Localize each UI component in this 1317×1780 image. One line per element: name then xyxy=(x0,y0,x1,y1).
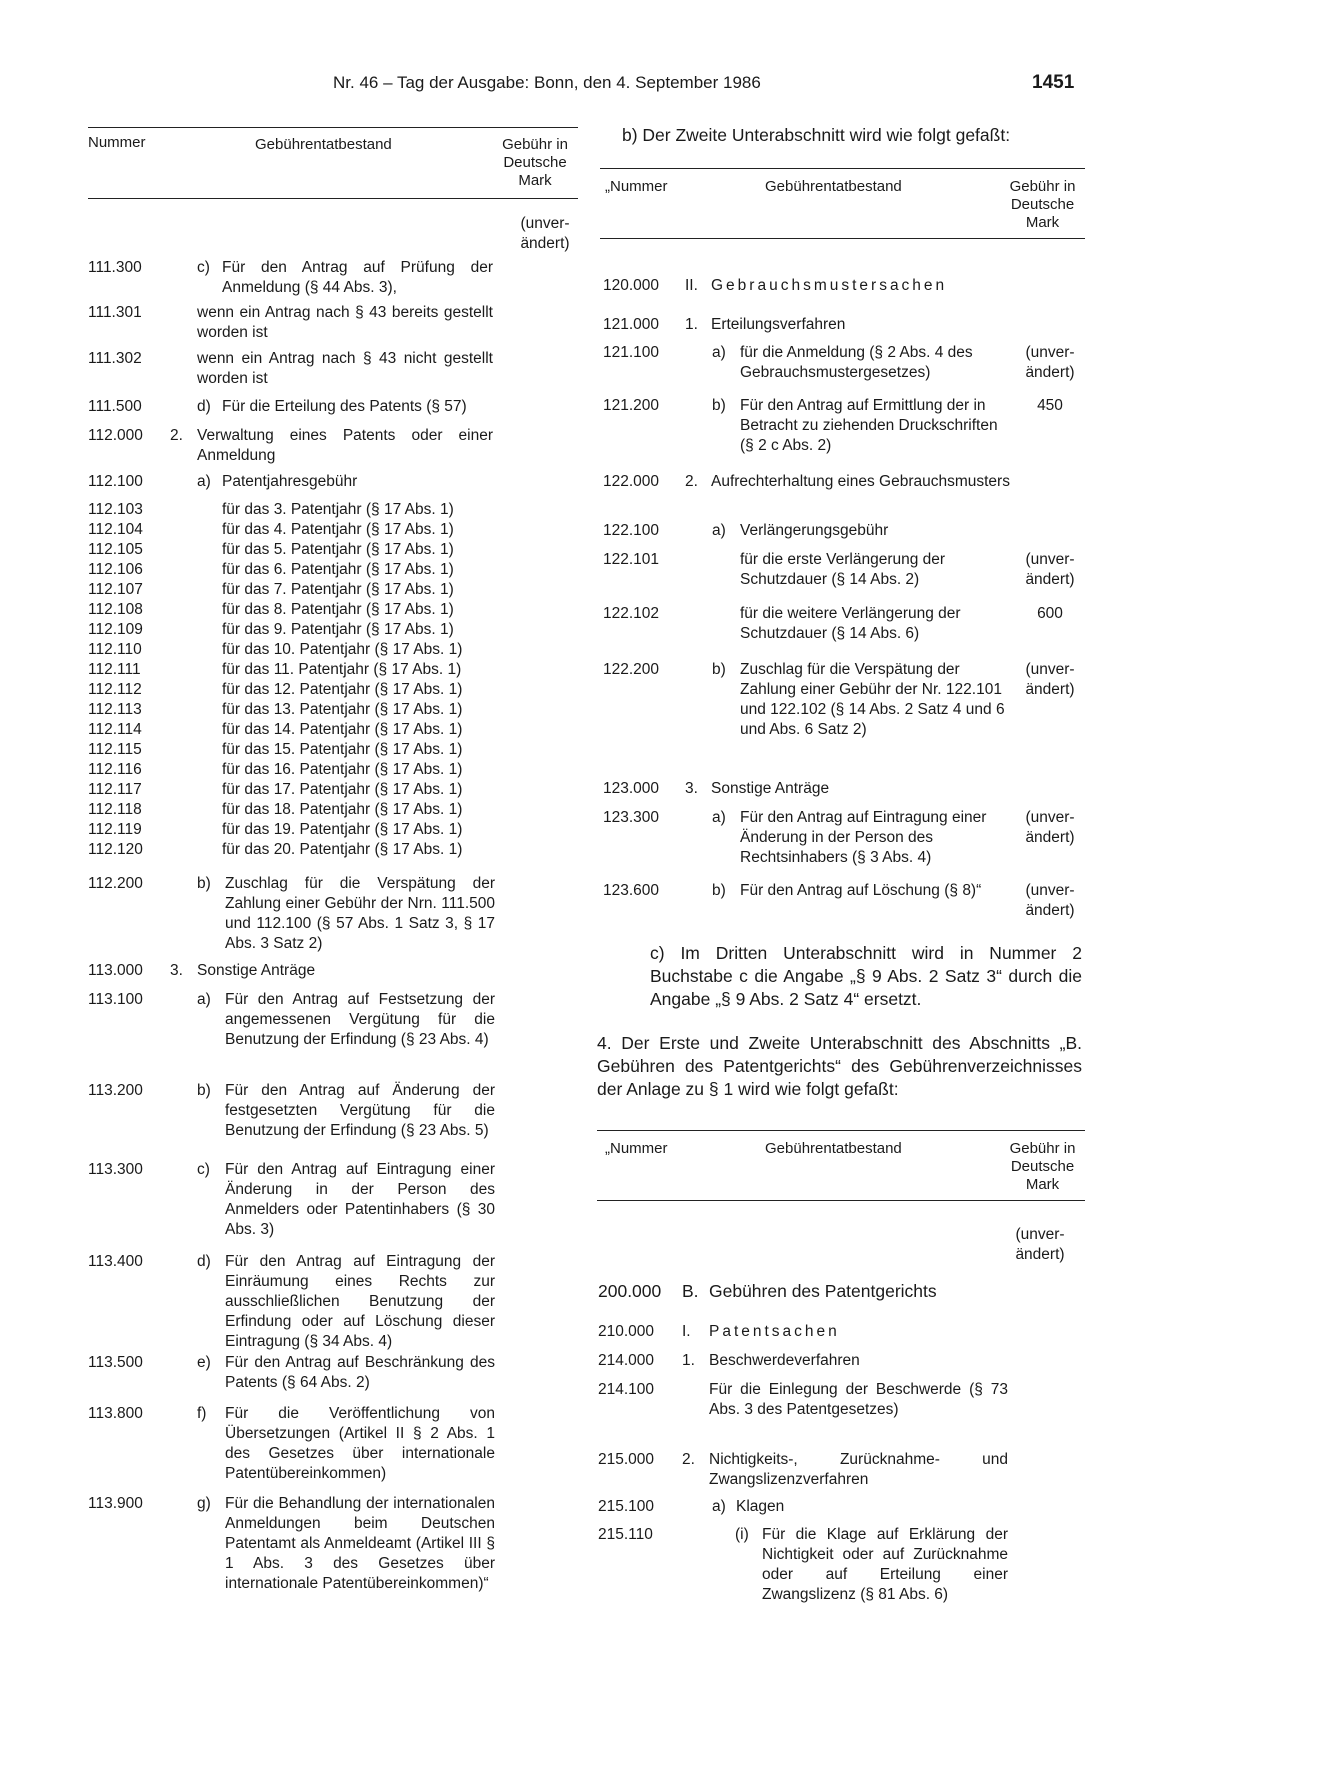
entry-marker: 3. xyxy=(170,962,183,979)
entry-number: 111.500 xyxy=(88,398,142,415)
entry-number: 112.100 xyxy=(88,473,143,490)
entry-number: 112.105 xyxy=(88,541,143,558)
entry-number: 121.100 xyxy=(603,344,660,361)
entry-number: 111.301 xyxy=(88,304,142,321)
table-4-header-rule xyxy=(597,1200,1085,1201)
entry-number: 112.114 xyxy=(88,721,142,738)
entry-number: 113.400 xyxy=(88,1253,143,1270)
paragraph-4: 4. Der Erste und Zweite Unterabschnitt des Abschnitts „B. Gebühren des Patentgerichts“ des Gebührenverzeichnisses der Anlage zu § 1 wird wie folgt gefaßt: xyxy=(597,1033,1082,1099)
entry-description: Erteilungsverfahren xyxy=(711,316,846,333)
entry-description: Für den Antrag auf Änderung der festgesetzten Vergütung für die Benutzung der Erfindung (§ 23 Abs. 5) xyxy=(225,1082,495,1139)
entry-description: für das 15. Patentjahr (§ 17 Abs. 1) xyxy=(222,741,463,758)
entry-fee: (unver-ändert) xyxy=(1025,809,1075,846)
entry-marker: a) xyxy=(712,344,726,361)
entry-description: für das 11. Patentjahr (§ 17 Abs. 1) xyxy=(222,661,462,678)
entry-description: Für den Antrag auf Eintragung der Einräumung eines Rechts zur ausschließlichen Benutzung der Erfindung oder auf Löschung dieser Eintragung (§ 34 Abs. 4) xyxy=(225,1253,495,1350)
entry-number: 112.103 xyxy=(88,501,143,518)
column-header-description: Gebührentatbestand xyxy=(255,136,392,153)
entry-marker: f) xyxy=(197,1405,207,1422)
entry-fee: (unver-ändert) xyxy=(1025,661,1075,698)
entry-description: Sonstige Anträge xyxy=(197,962,316,979)
entry-description: für das 3. Patentjahr (§ 17 Abs. 1) xyxy=(222,501,454,518)
entry-description: für die erste Verlängerung der Schutzdauer (§ 14 Abs. 2) xyxy=(740,551,946,588)
entry-marker: c) xyxy=(197,259,210,276)
entry-number: 112.200 xyxy=(88,875,143,892)
entry-number: 112.110 xyxy=(88,641,142,658)
table-b-top-rule xyxy=(600,168,1085,169)
entry-number: 121.000 xyxy=(603,316,660,333)
entry-number: 214.100 xyxy=(598,1381,655,1398)
entry-description: Für den Antrag auf Beschränkung des Patents (§ 64 Abs. 2) xyxy=(225,1354,495,1391)
entry-number: 112.115 xyxy=(88,741,142,758)
table-4-top-rule xyxy=(597,1130,1085,1131)
entry-description: für die weitere Verlängerung der Schutzdauer (§ 14 Abs. 6) xyxy=(740,605,961,642)
entry-number: 112.000 xyxy=(88,427,143,444)
entry-number: 112.109 xyxy=(88,621,143,638)
paragraph-c: c) Im Dritten Unterabschnitt wird in Nummer 2 Buchstabe c die Angabe „§ 9 Abs. 2 Satz 3“ durch die Angabe „§ 9 Abs. 2 Satz 4“ ersetzt. xyxy=(650,943,1082,1009)
entry-number: 112.112 xyxy=(88,681,142,698)
entry-description: Für den Antrag auf Prüfung der Anmeldung (§ 44 Abs. 3), xyxy=(222,259,493,296)
entry-number: 112.120 xyxy=(88,841,143,858)
entry-number: 120.000 xyxy=(603,277,660,294)
entry-marker: b) xyxy=(197,875,211,892)
entry-number: 112.117 xyxy=(88,781,142,798)
entry-description: Für den Antrag auf Eintragung einer Änderung in der Person des Rechtsinhabers (§ 3 Abs. 4) xyxy=(740,809,987,866)
entry-number: 113.900 xyxy=(88,1495,143,1512)
entry-number: 123.600 xyxy=(603,882,660,899)
entry-number: 113.100 xyxy=(88,991,143,1008)
table-4-fee-unchanged-note: (unver-ändert) xyxy=(1015,1226,1065,1263)
entry-number: 112.118 xyxy=(88,801,142,818)
table-b-header-number: „Nummer xyxy=(605,178,668,195)
entry-number: 122.101 xyxy=(603,551,660,568)
entry-number: 112.113 xyxy=(88,701,142,718)
entry-number: 122.200 xyxy=(603,661,660,678)
entry-marker: e) xyxy=(197,1354,211,1371)
column-header-number: Nummer xyxy=(88,134,146,151)
entry-description: für das 5. Patentjahr (§ 17 Abs. 1) xyxy=(222,541,454,558)
table-b-header-rule xyxy=(600,238,1085,239)
entry-marker: c) xyxy=(197,1161,210,1178)
entry-marker: a) xyxy=(712,809,726,826)
entry-description: Für den Antrag auf Eintragung einer Änderung in der Person des Anmelders oder Patentinhabers (§ 30 Abs. 3) xyxy=(225,1161,495,1238)
entry-marker: d) xyxy=(197,1253,211,1270)
entry-description: für das 8. Patentjahr (§ 17 Abs. 1) xyxy=(222,601,454,618)
entry-number: 113.500 xyxy=(88,1354,143,1371)
entry-description: Patentjahresgebühr xyxy=(222,473,358,490)
table-4-header-fee: Gebühr in Deutsche Mark xyxy=(1009,1140,1076,1193)
entry-description: für das 19. Patentjahr (§ 17 Abs. 1) xyxy=(222,821,463,838)
entry-number: 122.102 xyxy=(603,605,660,622)
entry-number: 123.000 xyxy=(603,780,660,797)
page-number: 1451 xyxy=(1032,72,1075,93)
entry-description: Nichtigkeits-, Zurücknahme- und Zwangslizenzverfahren xyxy=(709,1451,1008,1488)
entry-number: 111.300 xyxy=(88,259,142,276)
entry-description: Für die Klage auf Erklärung der Nichtigkeit oder auf Zurücknahme oder auf Erteilung einer Zwangslizenz (§ 81 Abs. 6) xyxy=(762,1526,1008,1603)
entry-marker: b) xyxy=(712,882,726,899)
entry-description: Zuschlag für die Verspätung der Zahlung einer Gebühr der Nr. 122.101 und 122.102 (§ 14 Abs. 2 Satz 4 und 6 und Abs. 6 Satz 2) xyxy=(740,661,1005,738)
entry-description: für das 16. Patentjahr (§ 17 Abs. 1) xyxy=(222,761,463,778)
entry-marker: a) xyxy=(712,522,726,539)
entry-description: Für die Veröffentlichung von Übersetzungen (Artikel II § 2 Abs. 1 des Gesetzes über internationale Patentübereinkommen) xyxy=(225,1405,495,1482)
entry-number: 200.000 xyxy=(598,1281,662,1301)
entry-fee: (unver-ändert) xyxy=(1025,882,1075,919)
entry-description: für die Anmeldung (§ 2 Abs. 4 des Gebrauchsmustergesetzes) xyxy=(740,344,973,381)
entry-marker: a) xyxy=(712,1498,726,1515)
entry-number: 113.800 xyxy=(88,1405,143,1422)
entry-description: für das 17. Patentjahr (§ 17 Abs. 1) xyxy=(222,781,463,798)
entry-number: 123.300 xyxy=(603,809,660,826)
entry-number: 210.000 xyxy=(598,1323,655,1340)
entry-marker: d) xyxy=(197,398,211,415)
entry-marker: II. xyxy=(685,277,698,294)
entry-marker: 2. xyxy=(682,1451,695,1468)
entry-marker: b) xyxy=(712,397,726,414)
entry-description: wenn ein Antrag nach § 43 bereits gestellt worden ist xyxy=(197,304,493,341)
entry-marker: (i) xyxy=(735,1526,749,1543)
entry-description: Für den Antrag auf Festsetzung der angemessenen Vergütung für die Benutzung der Erfindung (§ 23 Abs. 4) xyxy=(225,991,495,1048)
entry-description: für das 14. Patentjahr (§ 17 Abs. 1) xyxy=(222,721,463,738)
entry-number: 215.000 xyxy=(598,1451,655,1468)
entry-marker: 3. xyxy=(685,780,698,797)
table-b-header-fee: Gebühr in Deutsche Mark xyxy=(1009,178,1076,231)
entry-number: 113.200 xyxy=(88,1082,143,1099)
entry-number: 112.106 xyxy=(88,561,143,578)
entry-description: für das 4. Patentjahr (§ 17 Abs. 1) xyxy=(222,521,454,538)
entry-description: wenn ein Antrag nach § 43 nicht gestellt worden ist xyxy=(197,350,493,387)
entry-description: für das 20. Patentjahr (§ 17 Abs. 1) xyxy=(222,841,463,858)
entry-description: Verwaltung eines Patents oder einer Anmeldung xyxy=(197,427,493,464)
entry-marker: a) xyxy=(197,473,211,490)
entry-description: Patentsachen xyxy=(709,1323,840,1340)
entry-description: für das 6. Patentjahr (§ 17 Abs. 1) xyxy=(222,561,454,578)
entry-marker: 2. xyxy=(685,473,698,490)
entry-description: Für die Behandlung der internationalen Anmeldungen beim Deutschen Patentamt als Anmeldeamt (Artikel III § 1 Abs. 3 des Gesetzes über internationale Patentübereinkommen)“ xyxy=(225,1495,495,1592)
fee-unchanged-note: (unver-ändert) xyxy=(520,215,570,252)
entry-description: Für den Antrag auf Ermittlung der in Betracht zu ziehenden Druckschriften (§ 2 c Abs. 2) xyxy=(740,397,998,454)
entry-marker: I. xyxy=(682,1323,691,1340)
entry-description: Zuschlag für die Verspätung der Zahlung einer Gebühr der Nrn. 111.500 und 112.100 (§ 57 Abs. 1 Satz 3, § 17 Abs. 3 Satz 2) xyxy=(225,875,495,952)
entry-number: 215.100 xyxy=(598,1498,655,1515)
table-4-header-description: Gebührentatbestand xyxy=(765,1140,902,1157)
entry-marker: 2. xyxy=(170,427,183,444)
entry-number: 111.302 xyxy=(88,350,142,367)
entry-marker: 1. xyxy=(685,316,698,333)
entry-description: Aufrechterhaltung eines Gebrauchsmusters xyxy=(711,473,1010,490)
entry-number: 121.200 xyxy=(603,397,660,414)
section-b-intro: b) Der Zweite Unterabschnitt wird wie folgt gefaßt: xyxy=(622,125,1011,145)
entry-number: 112.116 xyxy=(88,761,142,778)
entry-marker: 1. xyxy=(682,1352,695,1369)
entry-number: 215.110 xyxy=(598,1526,653,1543)
entry-number: 214.000 xyxy=(598,1352,655,1369)
entry-number: 113.000 xyxy=(88,962,143,979)
entry-number: 112.119 xyxy=(88,821,142,838)
entry-description: für das 7. Patentjahr (§ 17 Abs. 1) xyxy=(222,581,454,598)
entry-description: Gebrauchsmustersachen xyxy=(711,277,948,294)
entry-description: für das 18. Patentjahr (§ 17 Abs. 1) xyxy=(222,801,463,818)
entry-description: Für den Antrag auf Löschung (§ 8)“ xyxy=(740,882,982,899)
table-b-header-description: Gebührentatbestand xyxy=(765,178,902,195)
entry-marker: B. xyxy=(682,1281,699,1301)
entry-description: für das 10. Patentjahr (§ 17 Abs. 1) xyxy=(222,641,463,658)
entry-number: 112.111 xyxy=(88,661,141,678)
entry-fee: 600 xyxy=(1037,605,1063,622)
entry-number: 112.107 xyxy=(88,581,143,598)
entry-fee: (unver-ändert) xyxy=(1025,551,1075,588)
table-4-header-number: „Nummer xyxy=(605,1140,668,1157)
entry-number: 113.300 xyxy=(88,1161,143,1178)
entry-number: 112.104 xyxy=(88,521,143,538)
entry-number: 122.100 xyxy=(603,522,660,539)
entry-marker: a) xyxy=(197,991,211,1008)
entry-marker: b) xyxy=(712,661,726,678)
entry-fee: 450 xyxy=(1037,397,1063,414)
entry-fee: (unver-ändert) xyxy=(1025,344,1075,381)
running-title: Nr. 46 – Tag der Ausgabe: Bonn, den 4. September 1986 xyxy=(333,73,761,92)
entry-description: Gebühren des Patentgerichts xyxy=(709,1281,937,1301)
entry-description: für das 13. Patentjahr (§ 17 Abs. 1) xyxy=(222,701,463,718)
entry-description: Beschwerdeverfahren xyxy=(709,1352,860,1369)
entry-marker: b) xyxy=(197,1082,211,1099)
entry-description: Für die Erteilung des Patents (§ 57) xyxy=(222,398,467,415)
entry-description: Für die Einlegung der Beschwerde (§ 73 Abs. 3 des Patentgesetzes) xyxy=(709,1381,1008,1418)
entry-number: 112.108 xyxy=(88,601,143,618)
entry-description: Verlängerungsgebühr xyxy=(740,522,889,539)
entry-description: für das 12. Patentjahr (§ 17 Abs. 1) xyxy=(222,681,463,698)
entry-description: Klagen xyxy=(736,1498,785,1515)
column-header-fee: Gebühr in Deutsche Mark xyxy=(502,136,568,189)
entry-number: 122.000 xyxy=(603,473,660,490)
entry-description: für das 9. Patentjahr (§ 17 Abs. 1) xyxy=(222,621,454,638)
entry-description: Sonstige Anträge xyxy=(711,780,830,797)
entry-marker: g) xyxy=(197,1495,211,1512)
